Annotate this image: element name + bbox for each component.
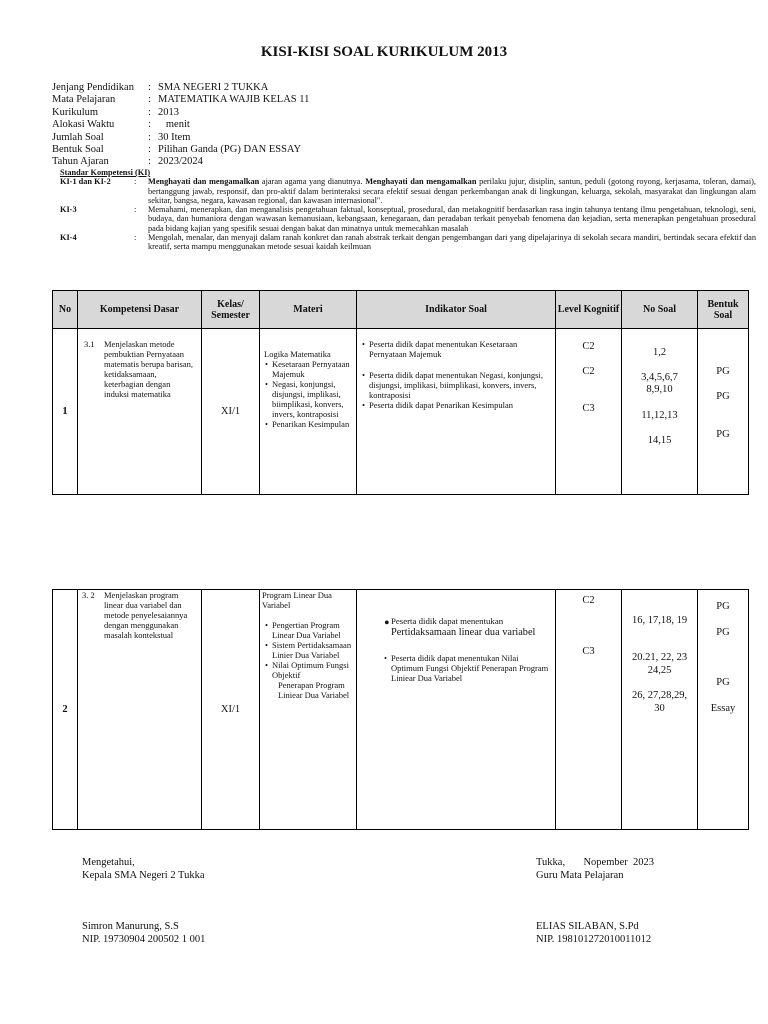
materi-list bbox=[262, 620, 354, 680]
info-row-jumlah bbox=[52, 132, 190, 144]
kd-cell bbox=[78, 329, 202, 495]
nosoal-value: 24,25 bbox=[647, 665, 672, 676]
ki-text: perilaku jujur, disiplin, santun, peduli (gotong royong, kerjasama, toleran, damai), bertanggung jawab, responsif, dan pro-aktif dalam berinteraksi secara efektif sesuai dengan perkembangan anak di lingkungan, keluarga, sekolah, masyarakat dan lingkungan alam sekitar, bangsa, negara, kawasan regional, dan kawasan internasional". bbox=[148, 177, 756, 205]
nosoal-value: 30 bbox=[654, 703, 665, 714]
kd-cell bbox=[78, 590, 202, 830]
bentuk-value: PG bbox=[716, 627, 730, 638]
info-value: menit bbox=[158, 119, 190, 131]
sig-right-name: ELIAS SILABAN, S.Pd bbox=[536, 921, 639, 932]
info-row-kurikulum bbox=[52, 107, 179, 119]
ki-row-4 bbox=[60, 233, 756, 252]
list-item: • Negasi, konjungsi, disjungsi, implikasi, biimplikasi, konvers, invers, kontraposisi bbox=[272, 379, 354, 419]
info-value: MATEMATIKA WAJIB KELAS 11 bbox=[158, 94, 310, 106]
row-number: 2 bbox=[53, 590, 78, 830]
indikator-list bbox=[361, 339, 551, 410]
ki-text: Memahami, menerapkan, dan menganalisis pengetahuan faktual, konseptual, prosedural, dan metakognitif berdasarkan rasa ingin tahunya tentang ilmu pengetahuan, teknologi, seni, budaya, dan humaniora dengan wawasan kemanusiaan, kebangsaan, kenegaraan, dan peradaban terkait penyebab fenomena dan kejadian, serta menerapkan pengetahuan prosedural pada bidang kajian yang spesifik sesuai dengan bakat dan minatnya untuk memecahkan masalah bbox=[148, 205, 756, 233]
bentuk-cell bbox=[698, 329, 749, 495]
header-kelas-semester: Kelas/ Semester bbox=[202, 291, 260, 329]
info-colon: : bbox=[148, 82, 151, 93]
list-item: • Peserta didik dapat Penarikan Kesimpulan bbox=[369, 400, 551, 410]
indikator-text: • Peserta didik dapat menentukan bbox=[391, 616, 504, 626]
ki-bold-text: Menghayati dan mengamalkan bbox=[148, 177, 260, 187]
nosoal-value: 11,12,13 bbox=[641, 410, 678, 421]
info-row-bentuk bbox=[52, 144, 301, 156]
signature-right bbox=[536, 856, 654, 882]
nosoal-value: 14,15 bbox=[647, 435, 672, 446]
info-colon: : bbox=[148, 144, 151, 155]
sig-left-nip: NIP. 19730904 200502 1 001 bbox=[82, 934, 206, 945]
bentuk-value: PG bbox=[716, 366, 730, 377]
signature-right-name bbox=[536, 920, 651, 946]
kd-number: 3.1 bbox=[84, 339, 95, 349]
header-no: No bbox=[53, 291, 78, 329]
ki-bold-text: Menghayati dan mengamalkan bbox=[365, 177, 477, 187]
info-value: 2013 bbox=[158, 106, 179, 118]
kisi-table-2 bbox=[52, 589, 749, 830]
level-value: C3 bbox=[582, 403, 595, 414]
ki-heading: Standar Kompetensi (KI) bbox=[60, 168, 151, 177]
list-item bbox=[391, 615, 549, 639]
signature-left bbox=[82, 856, 205, 882]
list-item: • Pengertian Program Linear Dua Variabel bbox=[272, 620, 354, 640]
info-value: SMA NEGERI 2 TUKKA bbox=[158, 82, 269, 93]
bentuk-value: PG bbox=[716, 429, 730, 440]
list-item: • Sistem Pertidaksamaan Linier Dua Variabel bbox=[272, 640, 354, 660]
indikator-cell bbox=[357, 590, 556, 830]
nosoal-value: 3,4,5,6,7 bbox=[641, 372, 678, 383]
info-label: Jenjang Pendidikan bbox=[52, 82, 134, 93]
header-no-soal: No Soal bbox=[622, 291, 698, 329]
header-bentuk-soal: Bentuk Soal bbox=[698, 291, 749, 329]
bentuk-value: Essay bbox=[710, 703, 736, 714]
ki-text: Mengolah, menalar, dan menyaji dalam ranah konkret dan ranah abstrak terkait dengan pengembangan dari yang dipelajarinya di sekolah secara mandiri, bertindak secara efektif dan kreatif, serta mampu menggunakan metode sesuai kaidah keilmuan bbox=[148, 233, 756, 252]
sig-right-place: Tukka, Nopember 2023 bbox=[536, 857, 655, 868]
indikator-cell bbox=[357, 329, 556, 495]
kisi-table-1 bbox=[52, 290, 749, 495]
list-item: • Peserta didik dapat menentukan Nilai Optimum Fungsi Objektif Penerapan Program Liniear Dua Variabel bbox=[391, 653, 549, 683]
nosoal-value: 20.21, 22, 23 bbox=[631, 652, 688, 663]
ki-row-1-2 bbox=[60, 177, 756, 205]
info-colon: : bbox=[148, 119, 151, 131]
ki-colon: : bbox=[134, 233, 137, 243]
list-item: • Penarikan Kesimpulan bbox=[272, 419, 354, 429]
info-value: 2023/2024 bbox=[158, 156, 203, 168]
bentuk-value: PG bbox=[716, 391, 730, 402]
indikator-list bbox=[377, 615, 549, 683]
nosoal-value: 26, 27,28,29, bbox=[631, 690, 688, 701]
table-row bbox=[53, 329, 749, 495]
info-label: Mata Pelajaran bbox=[52, 94, 116, 106]
materi-title: Program Linear Dua Variabel bbox=[262, 590, 332, 610]
sig-left-line1: Mengetahui, bbox=[82, 857, 135, 868]
kelas-cell: XI/1 bbox=[202, 329, 260, 495]
header-kompetensi-dasar: Kompetensi Dasar bbox=[78, 291, 202, 329]
ki-label: KI-1 dan KI-2 bbox=[60, 177, 111, 187]
info-row-mapel bbox=[52, 94, 309, 106]
info-row-tahun bbox=[52, 156, 203, 168]
bentuk-cell bbox=[698, 590, 749, 830]
info-label: Bentuk Soal bbox=[52, 144, 104, 155]
nosoal-cell bbox=[622, 329, 698, 495]
kelas-cell: XI/1 bbox=[202, 590, 260, 830]
info-label: Kurikulum bbox=[52, 106, 99, 118]
level-value: C2 bbox=[582, 341, 595, 352]
info-colon: : bbox=[148, 106, 151, 118]
nosoal-cell bbox=[622, 590, 698, 830]
materi-tail: Penerapan Program Liniear Dua Variabel bbox=[278, 680, 350, 700]
sig-left-name: Simron Manurung, S.S bbox=[82, 921, 179, 932]
sig-right-role: Guru Mata Pelajaran bbox=[536, 870, 624, 881]
info-row-jenjang bbox=[52, 82, 268, 94]
level-value: C2 bbox=[582, 366, 595, 377]
info-colon: : bbox=[148, 131, 151, 143]
bentuk-value: PG bbox=[716, 677, 730, 688]
info-value: Pilihan Ganda (PG) DAN ESSAY bbox=[158, 144, 302, 155]
table-row bbox=[53, 590, 749, 830]
list-item: • Peserta didik dapat menentukan Negasi, konjungsi, disjungsi, implikasi, biimplikasi, konvers, invers, kontraposisi bbox=[369, 370, 551, 400]
sig-right-nip: NIP. 198101272010011012 bbox=[536, 934, 652, 945]
list-item: • Kesetaraan Pernyataan Majemuk bbox=[272, 359, 354, 379]
kd-text: Menjelaskan metode pembuktian Pernyataan matematis berupa barisan, ketidaksamaan, keterbagian dengan induksi matematika bbox=[104, 339, 193, 399]
nosoal-value: 8,9,10 bbox=[646, 384, 673, 395]
nosoal-value: 16, 17,18, 19 bbox=[631, 615, 688, 626]
level-value: C2 bbox=[582, 595, 595, 606]
page-title: KISI-KISI SOAL KURIKULUM 2013 bbox=[260, 44, 508, 60]
table-header-row bbox=[53, 291, 749, 329]
ki-colon: : bbox=[134, 205, 137, 215]
row-number: 1 bbox=[53, 329, 78, 495]
info-label: Tahun Ajaran bbox=[52, 156, 109, 168]
ki-label: KI-3 bbox=[60, 205, 77, 215]
nosoal-value: 1,2 bbox=[652, 347, 667, 358]
ki-label: KI-4 bbox=[60, 233, 77, 243]
ki-row-3 bbox=[60, 205, 756, 233]
info-value: 30 Item bbox=[158, 131, 191, 143]
header-level-kognitif: Level Kognitif bbox=[556, 291, 622, 329]
materi-title: Logika Matematika bbox=[264, 349, 331, 359]
header-materi: Materi bbox=[260, 291, 357, 329]
level-value: C3 bbox=[582, 646, 595, 657]
sig-left-line2: Kepala SMA Negeri 2 Tukka bbox=[82, 870, 205, 881]
info-label: Jumlah Soal bbox=[52, 131, 104, 143]
ki-text: ajaran agama yang dianutnya. bbox=[259, 177, 366, 187]
info-row-alokasi bbox=[52, 119, 190, 131]
ki-colon: : bbox=[134, 177, 137, 187]
kd-text: Menjelaskan program linear dua variabel dan metode penyelesaiannya dengan menggunakan masalah kontekstual bbox=[104, 590, 188, 640]
level-cell bbox=[556, 329, 622, 495]
ki-section bbox=[60, 168, 756, 252]
list-item: • Peserta didik dapat menentukan Kesetaraan Pernyataan Majemuk bbox=[369, 339, 551, 359]
bentuk-value: PG bbox=[716, 601, 730, 612]
header-indikator-soal: Indikator Soal bbox=[357, 291, 556, 329]
materi-list bbox=[264, 359, 354, 429]
indikator-text: Pertidaksamaan linear dua variabel bbox=[391, 627, 536, 638]
signature-left-name bbox=[82, 920, 205, 946]
kd-number: 3. 2 bbox=[82, 590, 95, 600]
info-label: Alokasi Waktu bbox=[52, 119, 115, 131]
info-colon: : bbox=[148, 156, 151, 168]
list-item: • Nilai Optimum Fungsi Objektif bbox=[272, 660, 354, 680]
materi-cell bbox=[260, 329, 357, 495]
info-colon: : bbox=[148, 94, 151, 106]
level-cell bbox=[556, 590, 622, 830]
materi-cell bbox=[260, 590, 357, 830]
